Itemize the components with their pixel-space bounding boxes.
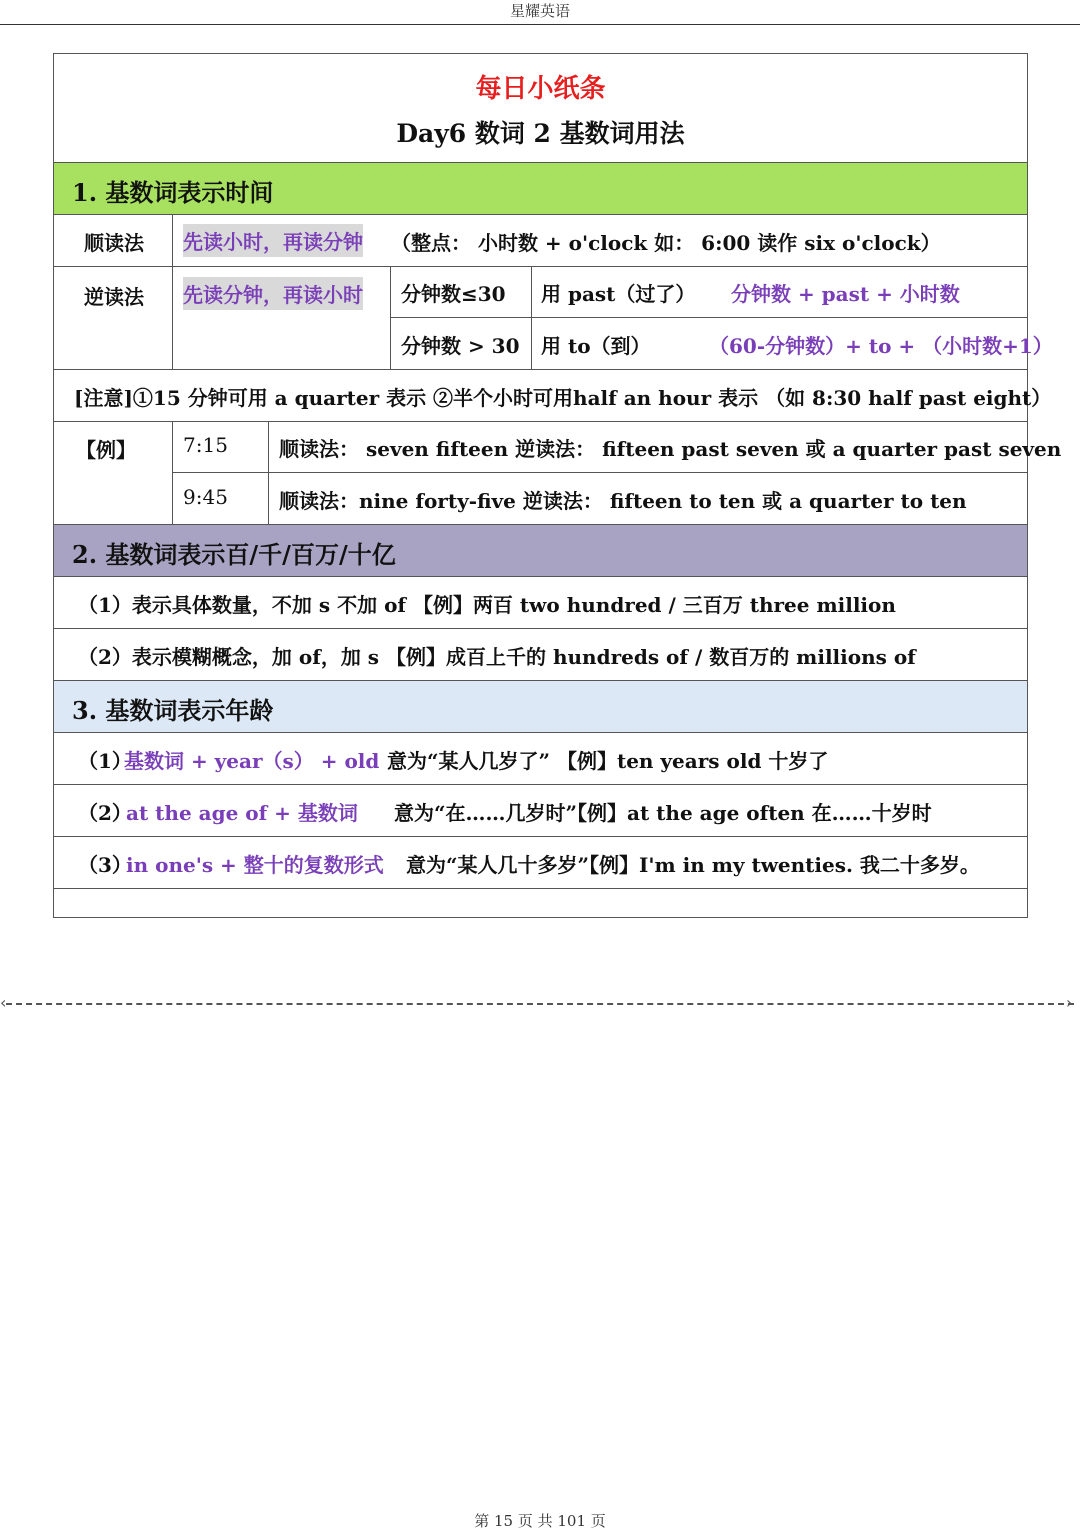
ni-case1-use: 用 past（过了） [541, 282, 696, 306]
ni-case2-formula: （60-分钟数）+ to + （小时数+1） [709, 334, 1053, 358]
section1-title: 1. 基数词表示时间 [72, 178, 274, 207]
section3-item-meaning: 意为“某人几岁了” 【例】ten years old 十岁了 [387, 749, 829, 773]
section2-item [54, 577, 1027, 629]
shun-row [54, 215, 1027, 267]
example-text: 顺读法：nine forty-five 逆读法： fifteen to ten 或 a quarter to ten [279, 489, 967, 513]
scissor-left-icon: ‹ [0, 993, 7, 1012]
section2-title: 2. 基数词表示百/千/百万/十亿 [72, 540, 396, 569]
section3-title: 3. 基数词表示年龄 [72, 696, 274, 725]
shun-rule: 先读小时，再读分钟 [183, 224, 363, 257]
section3-item-formula: in one's + 整十的复数形式 [126, 853, 384, 877]
section2-item [54, 629, 1027, 681]
sub-title: Day6 数词 2 基数词用法 [396, 119, 685, 148]
shun-note: （整点： 小时数 + o'clock 如： 6:00 读作 six o'clock） [391, 231, 941, 255]
title-block [54, 54, 1027, 163]
ni-case1-formula: 分钟数 + past + 小时数 [731, 282, 960, 306]
note-row [54, 370, 1052, 422]
section3-item-meaning: 意为“在……几岁时”【例】at the age often 在……十岁时 [394, 801, 932, 825]
example-label: 【例】 [76, 438, 136, 462]
ni-case2-use: 用 to（到） [541, 334, 651, 358]
cut-line [6, 1003, 1074, 1005]
section3-item [54, 733, 1027, 785]
section3-item [54, 785, 1027, 837]
shun-label: 顺读法 [84, 231, 144, 255]
section3-item-num: （3） [78, 853, 132, 877]
section3-item-num: （1） [78, 749, 132, 773]
example-text: 顺读法： seven fifteen 逆读法： fifteen past seven 或 a quarter past seven [279, 437, 1062, 461]
section2-heading [54, 525, 1027, 577]
example-time: 9:45 [183, 485, 228, 509]
example-time: 7:15 [183, 433, 228, 457]
ni-case1-cond: 分钟数≤30 [401, 282, 506, 306]
section2-item-text: （2）表示模糊概念，加 of，加 s 【例】成百上千的 hundreds of / 数百万的 millions of [78, 645, 916, 669]
example-row [172, 473, 1027, 525]
main-title: 每日小纸条 [475, 74, 606, 104]
section3-item-num: （2） [78, 801, 132, 825]
ni-case2-cond: 分钟数 > 30 [401, 334, 520, 358]
note-card [53, 53, 1062, 918]
section3-item-formula: at the age of + 基数词 [126, 801, 358, 825]
ni-row [54, 267, 1053, 370]
empty-row [54, 889, 1027, 917]
scissor-right-icon: › [1066, 993, 1073, 1012]
page-footer: 第 15 页 共 101 页 [474, 1512, 606, 1530]
section3-heading [54, 681, 1027, 733]
section3-item-meaning: 意为“某人几十多岁”【例】I'm in my twenties. 我二十多岁。 [406, 853, 980, 877]
ni-label: 逆读法 [84, 285, 144, 309]
section1-heading [54, 163, 1027, 215]
ni-rule: 先读分钟，再读小时 [183, 277, 363, 310]
section3-item [54, 837, 1027, 889]
example-block [54, 422, 1062, 525]
note-text: [注意]①15 分钟可用 a quarter 表示 ②半个小时可用half an hour 表示 （如 8:30 half past eight） [74, 386, 1052, 410]
page-header: 星耀英语 [0, 0, 1080, 25]
section2-item-text: （1）表示具体数量，不加 s 不加 of 【例】两百 two hundred / 三百万 three million [78, 593, 896, 617]
example-row [172, 422, 1062, 473]
section3-item-formula: 基数词 + year（s） + old [124, 749, 380, 773]
